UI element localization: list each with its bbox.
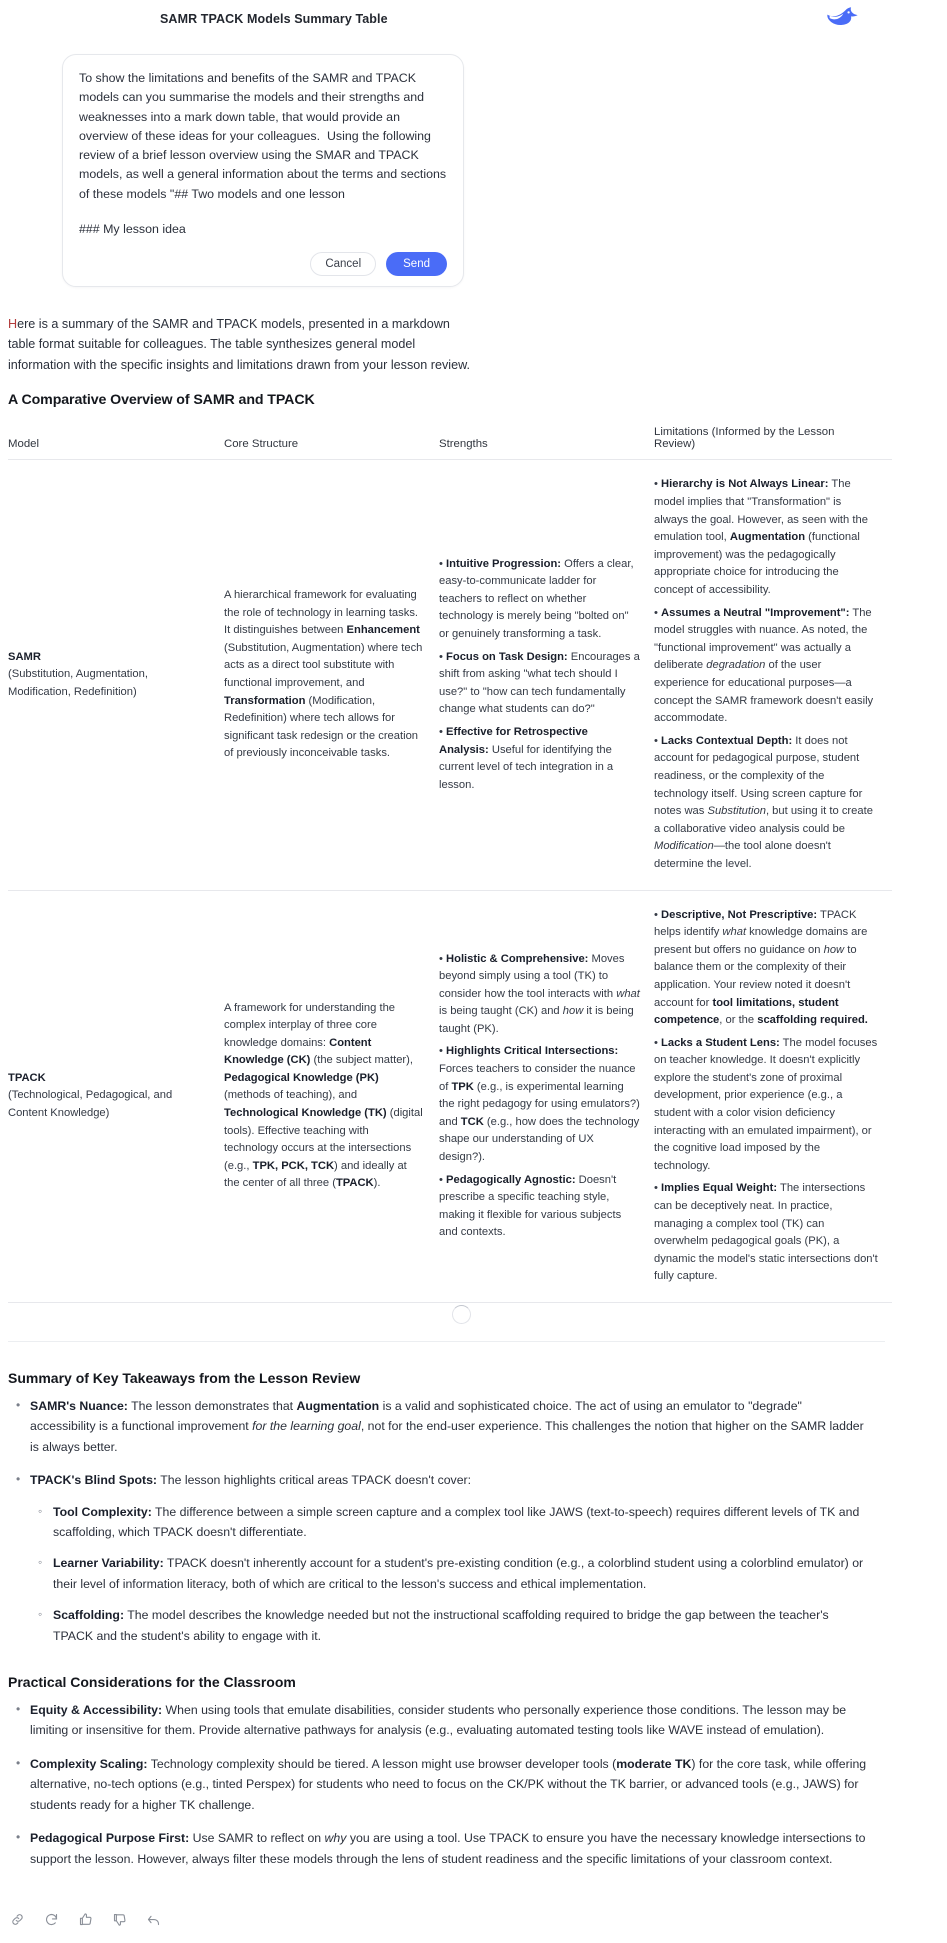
sub-list xyxy=(30,1502,869,1646)
col-header-limitations: Limitations (Informed by the Lesson Review) xyxy=(654,426,892,460)
prompt-lesson-heading: ### My lesson idea xyxy=(79,222,186,237)
cell-model: SAMR (Substitution, Augmentation, Modification, Redefinition) xyxy=(8,460,224,890)
comparative-overview-heading: A Comparative Overview of SAMR and TPACK xyxy=(8,392,315,409)
takeaways-heading: Summary of Key Takeaways from the Lesson Review xyxy=(8,1370,361,1386)
cell-strengths: • Intuitive Progression: Offers a clear, easy-to-communicate ladder for teachers to reflect on whether technology is merely being "bolted on" or genuinely transforming a task. • Focus on Task Design: Encourages a shift from asking "what tech should I use?" to "how can tech fundamentally change what students can do?" • Effective for Retrospective Analysis: Useful for identifying the current level of tech integration in a lesson. xyxy=(439,460,654,890)
table-body xyxy=(8,460,892,1303)
list-item: • Equity & Accessibility: When using tools that emulate disabilities, consider students who personally experience those conditions. The lesson may be limiting or insensitive for them. Provide alternative pathways for analysis (e.g., evaluating automated testing tools like WAVE instead of emulation). xyxy=(30,1700,869,1741)
sub-list-item: ◦ Tool Complexity: The difference between a simple screen capture and a complex tool like JAWS (text-to-speech) requires different levels of TK and scaffolding, which TPACK doesn't differentiate. xyxy=(53,1502,869,1543)
col-header-core-structure: Core Structure xyxy=(224,426,439,460)
message-actions-bar xyxy=(0,1882,947,1943)
intro-dropcap: H xyxy=(8,316,18,331)
share-icon[interactable] xyxy=(146,1912,161,1927)
prompt-textarea[interactable]: To show the limitations and benefits of the SAMR and TPACK models can you summarise the models and their strengths and weaknesses into a mark down table, that would provide an overview of these ideas for your colleagues. Using the following review of a brief lesson overview using the SMAR and TPACK models, as well a general information about the terms and sections of these models "## Two models and one lesson xyxy=(79,71,450,201)
prompt-card[interactable] xyxy=(62,54,464,287)
cell-limitations: • Descriptive, Not Prescriptive: TPACK helps identify what knowledge domains are present but offers no guidance on how to balance them or the complexity of their application. Your review noted it doesn't account for tool limitations, student competence, or the scaffolding required. • Lacks a Student Lens: The model focuses on teacher knowledge. It doesn't explicitly explore the student's zone of proximal development, prior experience (e.g., a student with a color vision deficiency interacting with an emulated impairment), or the cognitive load imposed by the technology. • Implies Equal Weight: The intersections can be deceptively neat. In practice, managing a complex tool (TK) can overwhelm pedagogical goals (PK), a dynamic the model's static intersections don't fully capture. xyxy=(654,890,892,1302)
prompt-card-wrapper xyxy=(0,40,947,287)
top-bar xyxy=(0,0,947,40)
prompt-actions xyxy=(79,252,447,276)
regenerate-icon[interactable] xyxy=(44,1912,59,1927)
cancel-button[interactable]: Cancel xyxy=(310,252,376,276)
col-header-strengths: Strengths xyxy=(439,426,654,460)
page-title: SAMR TPACK Models Summary Table xyxy=(160,12,388,26)
intro-text: ere is a summary of the SAMR and TPACK models, presented in a markdown table format suitable for colleagues. The table synthesizes general model information with the specific insights and limitations drawn from your lesson review. xyxy=(8,316,470,372)
practical-heading: Practical Considerations for the Classroom xyxy=(8,1674,296,1691)
sub-list-item: ◦ Scaffolding: The model describes the knowledge needed but not the instructional scaffolding required to bridge the gap between the teacher's TPACK and the student's ability to engage with it. xyxy=(53,1605,869,1646)
table-header-row xyxy=(8,426,892,460)
takeaways-list xyxy=(8,1396,869,1646)
cell-core-structure: A hierarchical framework for evaluating the role of technology in learning tasks. It distinguishes between Enhancement (Substitution, Augmentation) where tech acts as a direct tool substitute with functional improvement, and Transformation (Modification, Redefinition) where tech allows for significant task redesign or the creation of previously inconceivable tasks. xyxy=(224,460,439,890)
send-button[interactable]: Send xyxy=(386,252,447,276)
list-item: • SAMR's Nuance: The lesson demonstrates that Augmentation is a valid and sophisticated choice. The act of using an emulator to "degrade" accessibility is a functional improvement for the learning goal, not for the end-user experience. This challenges the notion that higher on the SAMR ladder is always better. xyxy=(30,1396,869,1457)
practical-list xyxy=(8,1700,869,1869)
list-item: • TPACK's Blind Spots: The lesson highlights critical areas TPACK doesn't cover: ◦ Tool Complexity: The difference between a simple screen capture and a complex tool like JAWS (text-to-speech) requires different levels of TK and scaffolding, which TPACK doesn't differentiate. ◦ Learner Variability: TPACK doesn't inherently account for a student's pre-existing condition (e.g., a colorblind student using a colorblind emulator) or their level of information literacy, both of which are critical to the lesson's success and ethical implementation. ◦ Scaffolding: The model describes the knowledge needed but not the instructional scaffolding required to bridge the gap between the teacher's TPACK and the student's ability to engage with it. xyxy=(30,1470,869,1646)
cell-core-structure: A framework for understanding the complex interplay of three core knowledge domains: Content Knowledge (CK) (the subject matter), Pedagogical Knowledge (PK) (methods of teaching), and Technological Knowledge (TK) (digital tools). Effective teaching with technology occurs at the intersections (e.g., TPK, PCK, TCK) and ideally at the center of all three (TPACK). xyxy=(224,890,439,1302)
list-item: • Complexity Scaling: Technology complexity should be tiered. A lesson might use browser developer tools (moderate TK) for the core task, while offering alternative, no-tech options (e.g., tinted Perspex) for students who need to focus on the CK/PK without the TK barrier, or advanced tools (e.g., JAWS) for students ready for a higher TK challenge. xyxy=(30,1754,869,1815)
thumbs-up-icon[interactable] xyxy=(78,1912,93,1927)
copy-link-icon[interactable] xyxy=(10,1912,25,1927)
section-divider xyxy=(8,1341,885,1342)
cell-model: TPACK (Technological, Pedagogical, and Content Knowledge) xyxy=(8,890,224,1302)
loading-spinner-icon xyxy=(452,1305,471,1324)
table-row xyxy=(8,460,892,890)
cell-strengths: • Holistic & Comprehensive: Moves beyond simply using a tool (TK) to consider how the tool interacts with what is being taught (CK) and how it is being taught (PK). • Highlights Critical Intersections: Forces teachers to consider the nuance of TPK (e.g., is experimental learning the right pedagogy for using emulators?) and TCK (e.g., how does the technology shape our understanding of UX design?). • Pedagogically Agnostic: Doesn't prescribe a specific teaching style, making it flexible for various subjects and contexts. xyxy=(439,890,654,1302)
answer-body xyxy=(0,287,947,1342)
table-head xyxy=(8,426,892,460)
thumbs-down-icon[interactable] xyxy=(112,1912,127,1927)
deepseek-whale-logo xyxy=(825,6,859,34)
sub-list-item: ◦ Learner Variability: TPACK doesn't inherently account for a student's pre-existing condition (e.g., a colorblind student using a colorblind emulator) or their level of information literacy, both of which are critical to the lesson's success and ethical implementation. xyxy=(53,1553,869,1594)
comparison-table xyxy=(8,426,892,1303)
table-row xyxy=(8,890,892,1302)
intro-paragraph xyxy=(8,314,474,376)
col-header-model: Model xyxy=(8,426,224,460)
loading-row xyxy=(8,1303,885,1329)
list-item: • Pedagogical Purpose First: Use SAMR to reflect on why you are using a tool. Use TPACK to ensure you have the necessary knowledge intersections to support the lesson. However, always filter these models through the lens of student readiness and the specific limitations of your classroom context. xyxy=(30,1828,869,1869)
cell-limitations: • Hierarchy is Not Always Linear: The model implies that "Transformation" is always the goal. However, as seen with the emulation tool, Augmentation (functional improvement) was the pedagogically appropriate choice for introducing the concept of accessibility. • Assumes a Neutral "Improvement": The model struggles with nuance. As noted, the "functional improvement" was actually a deliberate degradation of the user experience for educational purposes—a concept the SAMR framework doesn't easily accommodate. • Lacks Contextual Depth: It does not account for pedagogical purpose, student readiness, or the complexity of the technology itself. Using screen capture for notes was Substitution, but using it to create a collaborative video analysis could be Modification—the tool alone doesn't determine the level. xyxy=(654,460,892,890)
lower-sections xyxy=(0,1370,947,1869)
